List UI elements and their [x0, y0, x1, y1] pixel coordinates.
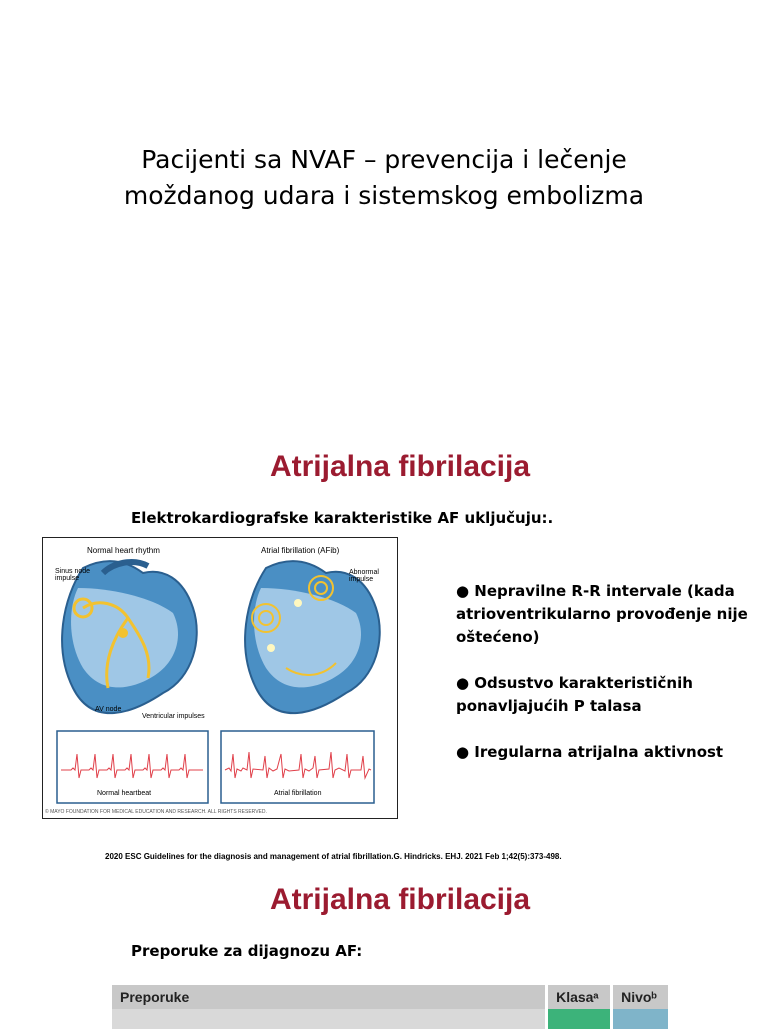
col-header-nivo: Nivoᵇ — [613, 985, 668, 1009]
bullet-rr-intervals: ● Nepravilne R-R intervale (kada atrioventrikularno provođenje nije oštećeno) — [456, 582, 748, 646]
table-cell-nivo — [613, 1009, 668, 1029]
slide-title-line-2: moždanog udara i sistemskog embolizma — [123, 181, 645, 210]
label-av-node: AV node — [95, 706, 122, 713]
ecg-heart-figure — [42, 537, 398, 819]
label-afib: Atrial fibrillation (AFib) — [261, 546, 340, 555]
bullet-p-waves: ● Odsustvo karakterističnih ponavljajućih P talasa — [456, 674, 693, 715]
slide-title — [0, 142, 768, 214]
col-header-klasa: Klasaᵃ — [548, 985, 610, 1009]
col-header-preporuke: Preporuke — [112, 985, 545, 1009]
citation: 2020 ESC Guidelines for the diagnosis and management of atrial fibrillation.G. Hindricks. EHJ. 2021 Feb 1;42(5):373-498. — [105, 852, 562, 861]
diagnosis-subheading: Preporuke za dijagnozu AF: — [131, 942, 363, 960]
label-normal-heartbeat: Normal heartbeat — [97, 790, 152, 797]
label-ventricular-impulses: Ventricular impulses — [142, 713, 205, 720]
ecg-bullet-list — [456, 580, 756, 787]
ecg-subheading: Elektrokardiografske karakteristike AF uključuju:. — [131, 509, 554, 527]
afib-heart-drawing — [245, 561, 380, 713]
figure-copyright: © MAYO FOUNDATION FOR MEDICAL EDUCATION AND RESEARCH. ALL RIGHTS RESERVED. — [45, 809, 267, 815]
label-normal-rhythm: Normal heart rhythm — [87, 546, 160, 555]
recommendations-table — [109, 985, 671, 1029]
normal-heart-drawing — [62, 561, 197, 713]
label-af-ecg: Atrial fibrillation — [274, 790, 322, 797]
table-row — [112, 1009, 668, 1029]
table-cell-recommendation — [112, 1009, 545, 1029]
section-heading-af-2: Atrijalna fibrilacija — [269, 883, 531, 916]
label-sinus-node: Sinus node impulse — [55, 568, 91, 582]
bullet-atrial-activity: ● Iregularna atrijalna aktivnost — [456, 743, 724, 761]
section-heading-af: Atrijalna fibrilacija — [269, 450, 531, 483]
slide-title-line-1: Pacijenti sa NVAF – prevencija i lečenje — [141, 145, 627, 174]
label-abnormal-impulse: Abnormal impulse — [349, 569, 379, 583]
table-cell-klasa — [548, 1009, 610, 1029]
